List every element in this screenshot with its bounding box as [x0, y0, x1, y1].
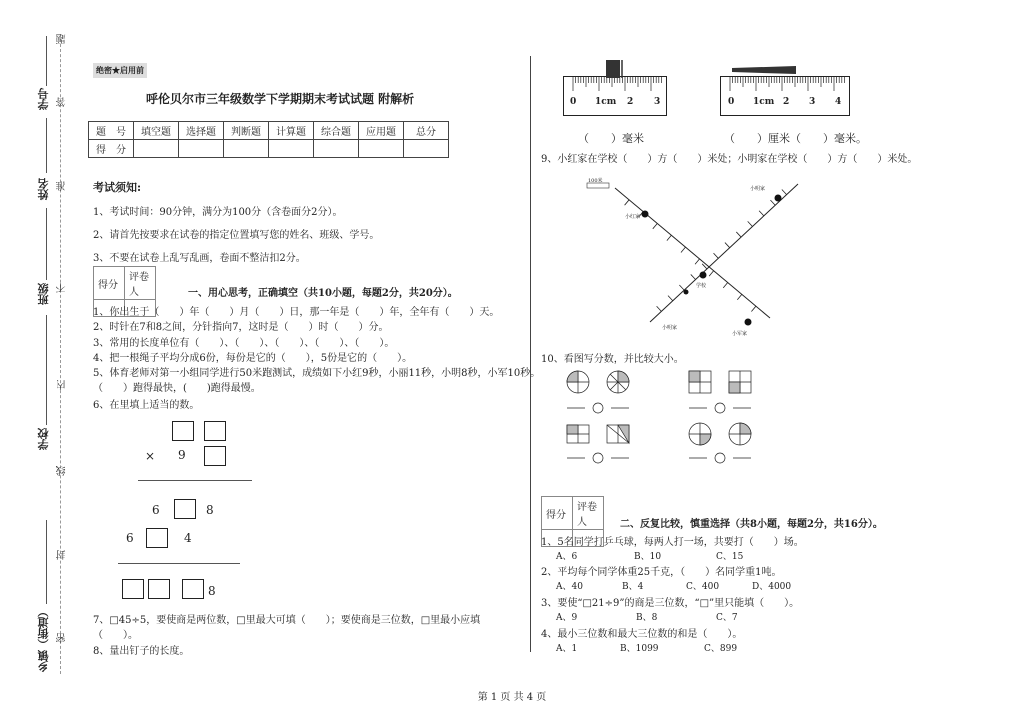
sum-line: [118, 563, 240, 564]
nail-icon: [596, 58, 636, 80]
choice-question-1: 1、5名同学打乒乓球，每两人打一场，共要打（ ）场。: [541, 537, 804, 548]
choice-option[interactable]: B、4: [622, 582, 644, 592]
question-6: 6、在里填上适当的数。: [93, 400, 200, 411]
score-cell[interactable]: [314, 140, 359, 158]
seal-char-ti: 题: [57, 34, 68, 44]
grader-reviewer-label: 评卷人: [125, 267, 156, 300]
digit: 4: [184, 531, 192, 545]
question-1: 1、你出生于（ ）年（ ）月（ ）日，那一年是（ ）年，全年有（ ）天。: [93, 307, 500, 318]
choice-option[interactable]: C、7: [716, 613, 738, 623]
notice-item: 3、不要在试卷上乱写乱画，卷面不整洁扣2分。: [93, 253, 306, 264]
choice-option[interactable]: B、8: [636, 613, 658, 623]
field-xuexiao-label: 学校: [37, 428, 50, 450]
compare-blanks: [563, 398, 763, 468]
grader-reviewer-label: 评卷人: [573, 497, 604, 530]
ruler-1-ticks: [564, 77, 666, 115]
score-header-cell: 计算题: [269, 122, 314, 140]
score-cell[interactable]: [269, 140, 314, 158]
score-header-cell: 题 号: [89, 122, 134, 140]
ruler-tick-label: 2: [783, 97, 790, 107]
column-divider: [530, 56, 531, 652]
digit: 8: [206, 503, 214, 517]
answer-box[interactable]: [146, 528, 168, 548]
choice-option[interactable]: C、899: [704, 644, 738, 654]
ruler-2-ticks: [721, 77, 849, 115]
digit: 8: [208, 584, 216, 598]
notice-title: 考试须知:: [93, 181, 142, 194]
map-diagram: [580, 176, 810, 346]
ruler-tick-label: 3: [809, 97, 816, 107]
field-xiangzhen-label: 乡镇（街道）: [37, 606, 50, 672]
score-header-cell: 综合题: [314, 122, 359, 140]
score-cell[interactable]: [134, 140, 179, 158]
score-table-score-row: [89, 140, 449, 158]
answer-box[interactable]: [204, 421, 226, 441]
question-8: 8、量出钉子的长度。: [93, 646, 190, 657]
seal-char-zhun: 准: [57, 181, 68, 191]
choice-option[interactable]: A、9: [556, 613, 578, 623]
field-banji-line[interactable]: [46, 208, 47, 280]
answer-box[interactable]: [182, 579, 204, 599]
choice-option[interactable]: A、6: [556, 552, 578, 562]
product-line: [138, 480, 252, 481]
seal-char-da: 答: [57, 97, 68, 107]
digit: 6: [152, 503, 160, 517]
choice-question-3: 3、要使“□21÷9”的商是三位数，“□”里只能填（ ）。: [541, 598, 800, 609]
score-table-header-row: [89, 122, 449, 140]
notice-item: 2、请首先按要求在试卷的指定位置填写您的姓名、班级、学号。: [93, 230, 380, 241]
grader-score-label: 得分: [542, 497, 573, 530]
score-header-cell: 填空题: [134, 122, 179, 140]
score-table: [88, 121, 449, 158]
ruler-tick-label: 0: [570, 97, 577, 107]
answer-box[interactable]: [122, 579, 144, 599]
choice-option[interactable]: B、1099: [620, 644, 659, 654]
score-cell[interactable]: [359, 140, 404, 158]
ruler-tick-label: 0: [728, 97, 735, 107]
score-row-label: 得 分: [89, 140, 134, 158]
field-xingming-line[interactable]: [46, 118, 47, 173]
pencil-icon: [730, 62, 800, 78]
answer-box[interactable]: [172, 421, 194, 441]
choice-option[interactable]: B、10: [634, 552, 662, 562]
question-5: 5、体育老师对第一小组同学进行50米跑测试，成绩如下小红9秒，小丽11秒，小明8秒，小军10秒。: [93, 368, 541, 379]
page-title: 呼伦贝尔市三年级数学下学期期末考试试题 附解析: [146, 92, 415, 106]
answer-box[interactable]: [148, 579, 170, 599]
field-xuexiao-line[interactable]: [46, 315, 47, 425]
seal-char-bu: 不: [57, 283, 68, 293]
question-3: 3、常用的长度单位有（ ）、（ ）、（ ）、（ ）、（ ）。: [93, 338, 395, 349]
seal-char-nei: 内: [57, 380, 68, 390]
field-xiangzhen-line[interactable]: [46, 520, 47, 604]
secret-badge: 绝密★启用前: [93, 63, 147, 78]
digit: 6: [126, 531, 134, 545]
score-header-cell: 应用题: [359, 122, 404, 140]
score-header-cell: 判断题: [224, 122, 269, 140]
map-label-xiaojun: 小军家: [732, 331, 748, 337]
notice-item: 1、考试时间：90分钟，满分为100分（含卷面分2分）。: [93, 207, 343, 218]
ruler-2: [720, 76, 850, 116]
score-cell[interactable]: [179, 140, 224, 158]
times-sign: ×: [145, 449, 156, 463]
ruler-tick-label: 1cm: [753, 97, 775, 107]
map-label-school: 学校: [696, 283, 707, 289]
score-cell[interactable]: [404, 140, 449, 158]
ruler-1-answer: （ ）毫米: [578, 132, 644, 145]
answer-box[interactable]: [174, 499, 196, 519]
field-xuehao-label: 学号: [37, 88, 50, 110]
question-10: 10、看图写分数，并比较大小。: [541, 354, 684, 365]
ruler-tick-label: 3: [654, 97, 661, 107]
ruler-tick-label: 1cm: [595, 97, 617, 107]
choice-question-4: 4、最小三位数和最大三位数的和是（ ）。: [541, 629, 743, 640]
score-header-cell: 选择题: [179, 122, 224, 140]
question-4: 4、把一根绳子平均分成6份，每份是它的（ ），5份是它的（ ）。: [93, 353, 413, 364]
field-xuehao-line[interactable]: [46, 36, 47, 86]
score-header-cell: 总分: [404, 122, 449, 140]
answer-box[interactable]: [204, 446, 226, 466]
field-xingming-label: 姓名: [37, 178, 50, 200]
seal-char-mi: 密: [57, 633, 68, 643]
map-scale-label: 100米: [588, 178, 603, 184]
choice-question-2: 2、平均每个同学体重25千克，（ ）名同学重1吨。: [541, 567, 782, 578]
ruler-tick-label: 2: [627, 97, 634, 107]
choice-option[interactable]: C、400: [686, 582, 720, 592]
choice-option[interactable]: A、40: [556, 582, 583, 592]
score-cell[interactable]: [224, 140, 269, 158]
question-2: 2、时针在7和8之间，分针指向7，这时是（ ）时（ ）分。: [93, 322, 389, 333]
ruler-tick-label: 4: [835, 97, 842, 107]
binding-dashed-line: [60, 34, 61, 674]
map-label-xiaoming-2: 小明家: [662, 325, 678, 331]
map-label-xiaoming: 小明家: [750, 186, 766, 192]
multiplier-digit: 9: [178, 448, 186, 462]
seal-char-feng: 封: [57, 550, 68, 560]
ruler-2-answer: （ ）厘米（ ）毫米。: [724, 132, 867, 145]
section1-title: 一、用心思考，正确填空（共10小题，每题2分，共20分）。: [188, 288, 458, 299]
page-footer: 第 1 页 共 4 页: [477, 692, 547, 703]
question-7: 7、□45÷5，要使商是两位数，□里最大可填（ ）；要使商是三位数，□里最小应填: [93, 615, 481, 626]
question-7-line2: （ ）。: [93, 630, 138, 641]
question-9: 9、小红家在学校（ ）方（ ）米处；小明家在学校（ ）方（ ）米处。: [541, 154, 918, 165]
grader-score-label: 得分: [94, 267, 125, 300]
choice-option[interactable]: D、4000: [752, 582, 792, 592]
map-label-xiaohong: 小红家: [625, 214, 641, 220]
binding-sidebar: [0, 0, 72, 700]
field-banji-label: 班级: [37, 283, 50, 305]
question-5-line2: （ ）跑得最快，( )跑得最慢。: [93, 383, 261, 394]
seal-char-xian: 线: [57, 466, 68, 476]
choice-option[interactable]: C、15: [716, 552, 744, 562]
section2-title: 二、反复比较，慎重选择（共8小题，每题2分，共16分）。: [620, 519, 883, 530]
ruler-1: [563, 76, 667, 116]
choice-option[interactable]: A、1: [556, 644, 578, 654]
